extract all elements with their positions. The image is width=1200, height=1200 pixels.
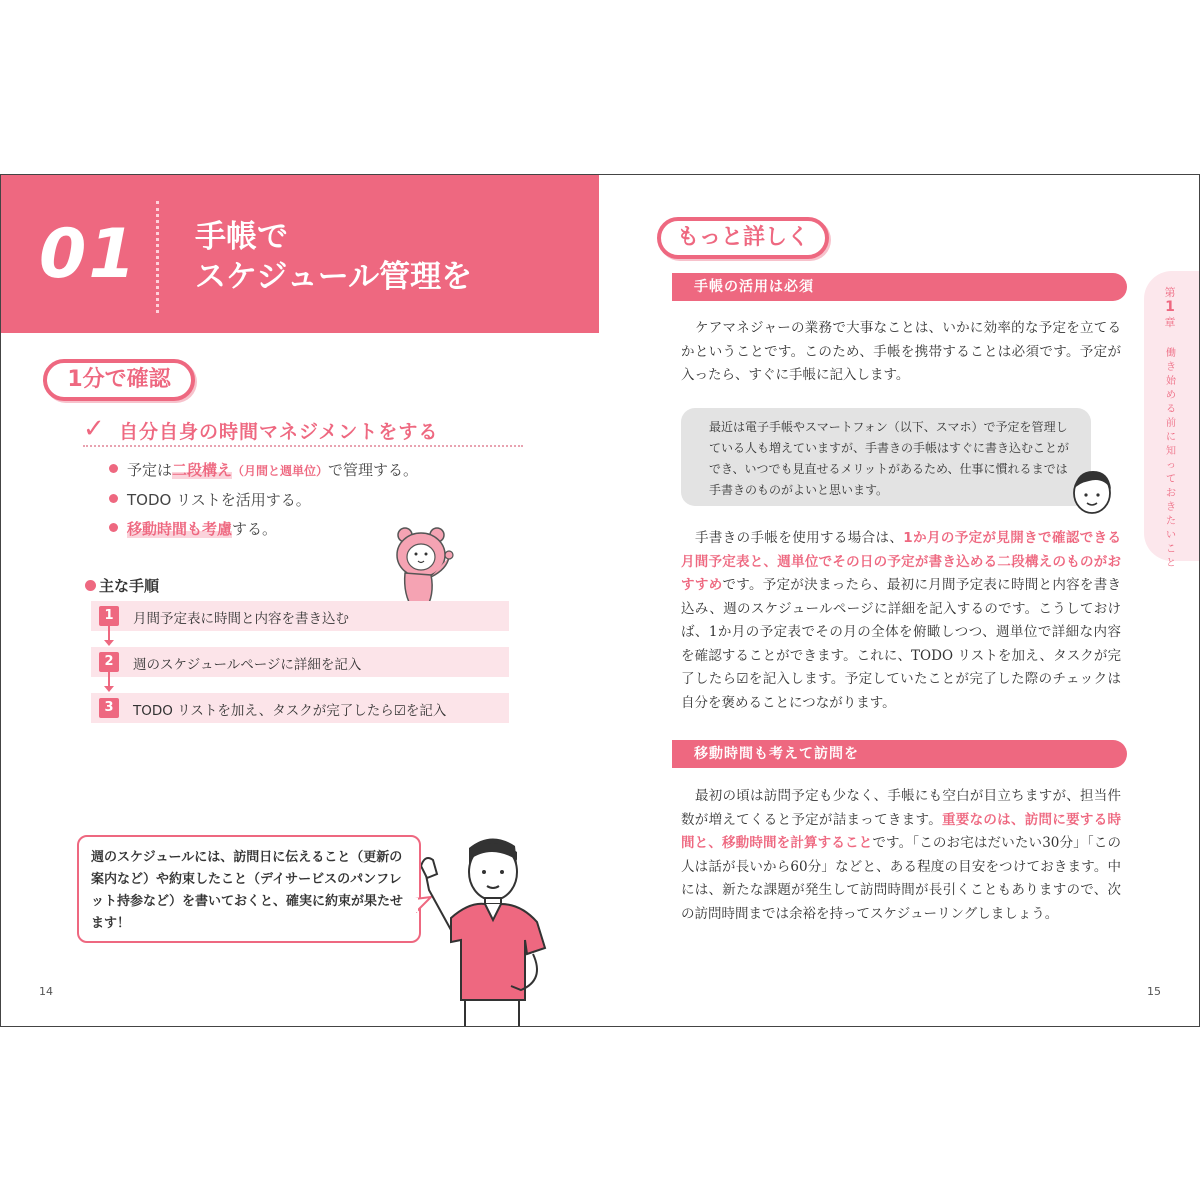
step-number: 1 [99,606,119,626]
book-spread [0,174,1200,1027]
step-item [91,601,509,631]
step-item [91,693,509,723]
step-number: 3 [99,698,119,718]
body-paragraph: 最初の頃は訪問予定も少なく、手帳にも空白が目立ちますが、担当件数が増えてくると予定が詰まってきます。重要なのは、訪問に要する時間と、移動時間を計算することです。「このお宅はだいたい30分」「この人は話が長いから60分」などと、ある程度の目安をつけておきます。中には、新たな課題が発生して訪問時間が長引くこともありますので、次の訪問時間までは余裕を持ってスケジューリングしましょう。 [681,788,1121,922]
quick-check-label: 1分で確認 [43,359,195,401]
bullet-item: TODO リストを活用する。 [109,489,311,510]
arrow-down-icon [104,686,114,692]
bullet-dot-icon [85,580,96,591]
page-number-left: 14 [39,985,53,998]
check-heading [83,415,523,447]
bullet-dot-icon [109,494,118,503]
check-heading-text: 自分自身の時間マネジメントをする [119,421,439,443]
step-item [91,647,509,677]
chapter-number: 01 [39,215,138,294]
speech-bubble-text: 週のスケジュールには、訪問日に伝えること（更新の案内など）や約束したこと（デイサービスのパンフレット持参など）を書いておくと、確実に約束が果たせます！ [91,850,404,931]
speech-bubble [77,835,421,943]
section-heading-bar [672,273,1127,301]
steps-heading: 主な手順 [85,575,159,596]
side-chapter-label: 第 1 章 [1164,286,1176,329]
bullet-dot-icon [109,464,118,473]
note-box-text: 最近は電子手帳やスマートフォン（以下、スマホ）で予定を管理している人も増えていますが、手書きの手帳はすぐに書き込むことができ、いつでも見直せるメリットがあるため、仕事に慣れるまでは手書きのものがよいと思います。 [709,420,1070,497]
page-number-right: 15 [1147,985,1161,998]
body-paragraph: ケアマネジャーの業務で大事なことは、いかに効率的な予定を立てるかということです。このため、手帳を携帯することは必須です。予定が入ったら、すぐに手帳に記入します。 [681,320,1121,383]
title-line-1: 手帳で [195,219,288,255]
dotted-divider [156,201,159,313]
step-text: 月間予定表に時間と内容を書き込む [133,611,349,627]
step-text: 週のスケジュールページに詳細を記入 [133,657,362,673]
arrow-down-icon [104,640,114,646]
side-chapter-title: 働き始める前に知っておきたいこと [1166,348,1176,569]
checkmark-icon: ✓ [83,414,105,444]
bullet-dot-icon [109,523,118,532]
page-title [195,217,472,297]
bullet-item: 予定は二段構え（月間と週単位）で管理する。 [109,459,418,480]
chapter-header-band [1,175,599,333]
step-text: TODO リストを加え、タスクが完了したら☑を記入 [133,703,447,719]
more-detail-label: もっと詳しく [657,217,829,259]
chapter-side-tab [1144,271,1200,569]
section-heading-text: 手帳の活用は必須 [694,279,814,295]
care-manager-illustration [421,830,561,1026]
section-heading-bar [672,740,1127,768]
section-heading-text: 移動時間も考えて訪問を [694,746,859,762]
note-box [681,408,1091,506]
title-line-2: スケジュール管理を [195,259,473,295]
person-face-icon [1069,465,1115,515]
bullet-item: 移動時間も考慮する。 [109,518,277,539]
body-paragraph: 手書きの手帳を使用する場合は、1か月の予定が見開きで確認できる月間予定表と、週単位でその日の予定が書き込める二段構えのものがおすすめです。予定が決まったら、最初に月間予定表に時間と内容を書き込み、週のスケジュールページに詳細を記入するのです。こうしておけば、1か月の予定表でその月の全体を俯瞰しつつ、週単位で詳細な内容を確認することができます。これに、TODO リストを加え、タスクが完了したら☑を記入します。予定していたことが完了した際のチェックは自分を褒めることにつながります。 [681,530,1121,711]
step-number: 2 [99,652,119,672]
